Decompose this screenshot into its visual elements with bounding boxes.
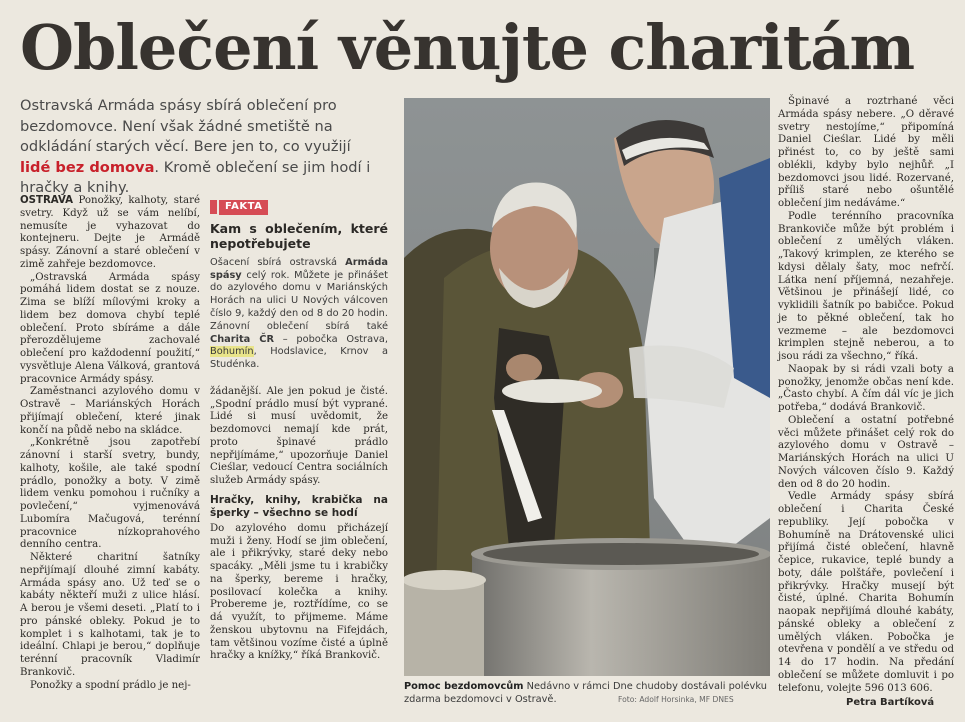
fakta-marker	[210, 200, 217, 214]
headline: Oblečení věnujte charitám	[20, 11, 915, 84]
photo-credit: Foto: Adolf Horsinka, MF DNES	[618, 695, 734, 704]
author-byline: Petra Bartíková	[846, 697, 935, 708]
paragraph: „Konkrétně jsou zapotřebí zánovní i starší svetry, bundy, kalhoty, košile, ale také spodní prádlo, ponožky a boty. V zimě lidem venku pomohou i ručníky a povlečení,“ vyjmenovává Lubomíra Mačugová, terénní pracovnice nízkoprahového denního centra.	[20, 437, 200, 551]
lead-highlight: lidé bez domova	[20, 158, 155, 176]
fakta-text: Ošacení sbírá ostravská Armáda spásy celý rok. Můžete je přinášet do azylového domu v Mariánských Horách na ulici U Nových válcoven číslo 9, každý den od 8 do 20 hodin. Zánovní oblečení sbírá také Charita ČR – pobočka Ostrava, Bohumín, Hodslavice, Krnov a Studénka.	[210, 256, 388, 371]
subheading: Hračky, knihy, krabička na šperky – všechno se hodí	[210, 493, 388, 519]
paragraph: Ponožky a spodní prádlo je nej-	[30, 679, 191, 691]
dateline: OSTRAVA	[20, 195, 74, 206]
paragraph: Špinavé a roztrhané věci Armáda spásy nebere. „O děravé svetry nestojíme,“ připomíná Daniel Cieślar. Lidé by měli přinést to, co by ještě sami oblékli, kdyby bylo nejhůř. „I bezdomovci jsou lidé. Rozervané, příliš staré nebo ošuntělé oblečení jim nedáváme.“	[778, 96, 954, 209]
paragraph: Některé charitní šatníky nepřijímají dlouhé zimní kabáty. Armáda spásy ano. Už teď se o kabáty někteří muži z ulice hlásí. A berou je všemi deseti. „Platí to i pro pánské obleky. Pokud je to komplet i s kalhotami, tak je to ideální. Chlapi je berou,“ doplňuje terénní pracovník Vladimír Brankovič.	[20, 552, 200, 678]
article-photo	[404, 98, 770, 676]
paragraph: Oblečení a ostatní potřebné věci můžete přinášet celý rok do azylového domu v Ostravě – Mariánských Horách na ulici U Nových válcoven číslo 9. Každý den od 8 do 20 hodin.	[778, 414, 954, 490]
paragraph: Vedle Armády spásy sbírá oblečení i Charita České republiky. Její pobočka v Bohumíně na Drátovenské ulici přijímá čisté oblečení, hlavně čepice, rukavice, teplé bundy a boty, dále polštáře, povlečení i přikrývky. Hračky musejí být čisté, úplné. Charita Bohumín naopak nepřijímá dlouhé kabáty, pánské obleky a oblečení z umělých vláken. Pobočka je otevřena v pondělí a ve středu od 14 do 17 hodin. Na předání oblečení se můžete domluvit i po telefonu, volejte 596 013 606.	[778, 491, 954, 694]
article-column-3	[778, 96, 954, 695]
fakta-box	[210, 200, 388, 372]
article-column-1: OSTRAVA Ponožky, kalhoty, staré svetry. Když už se vám nelíbí, nemusíte je vyhazovat do kontejneru. Dejte je Armádě spásy. Zánovní a staré oblečení v zimě zahřeje bezdomovce. „Ostravská Armáda spásy pomáhá lidem dostat se z nouze. Zima se blíží mílovými kroky a lidem bez domova chybí teplé oblečení. Proto sbíráme a dále přerozdělujeme zachovalé oblečení pro každodenní použití,“ vysvětluje Alena Válková, grantová pracovnice Armády spásy. Zaměstnanci azylového domu v Ostravě – Mariánských Horách přijímají oblečení, které jinak končí na půdě nebo na skládce. „Konkrétně jsou zapotřebí zánovní i starší svetry, bundy, kalhoty, košile, ale také spodní prádlo, ponožky a boty. V zimě lidem venku pomohou i ručníky a povlečení,“ vyjmenovává Lubomíra Mačugová, terénní pracovnice nízkoprahového denního centra. Některé charitní šatníky nepřijímají dlouhé zimní kabáty. Armáda spásy ano. Už teď se o kabáty někteří muži z ulice hlásí. A berou je všemi deseti. „Platí to i pro pánské obleky. Pokud je to komplet i s kalhotami, tak je to ideální. Chlapi je berou,“ doplňuje terénní pracovník Vladimír Brankovič. Ponožky a spodní prádlo je nej-	[20, 195, 200, 691]
fakta-title: Kam s oblečením, které nepotřebujete	[210, 220, 388, 251]
paragraph: žádanější. Ale jen pokud je čisté. „Spodní prádlo musí být vyprané. Lidé si musí uvědomit, že bezdomovci nemají kde prát, proto špinavé prádlo nepřijímáme,“ upozorňuje Daniel Cieślar, vedoucí Centra sociálních služeb Armády spásy.	[210, 385, 388, 487]
paragraph: Naopak by si rádi vzali boty a ponožky, jenomže občas není kde. „Často chybí. A čím dál víc je jich potřeba,“ dodává Brankovič.	[778, 363, 954, 413]
article-column-2	[210, 200, 388, 663]
photo-caption: Pomoc bezdomovcům Nedávno v rámci Dne chudoby dostávali polévku zdarma bezdomovci v Ostravě.	[404, 681, 767, 705]
paragraph: Podle terénního pracovníka Brankoviče může být problém i oblečení z umělých vláken. „Takový krimplen, ze kterého se kdysi dělaly šaty, moc nefrčí. Látka není příjemná, nezahřeje. Většinou je přinášejí lidé, co vyklidili šatník po babičce. Pokud je to pěkné oblečení, tak ho vezmeme – ale bezdomovci krimplen stejně neberou, a to jsou rádi za všechno,“ říká.	[778, 210, 954, 362]
paragraph: Zaměstnanci azylového domu v Ostravě – Mariánských Horách přijímají oblečení, které jinak končí na půdě nebo na skládce.	[20, 386, 200, 436]
fakta-tag: FAKTA	[219, 200, 268, 215]
paragraph: „Ostravská Armáda spásy pomáhá lidem dostat se z nouze. Zima se blíží mílovými kroky a lidem bez domova chybí teplé oblečení. Proto sbíráme a dále přerozdělujeme zachovalé oblečení pro každodenní použití,“ vysvětluje Alena Válková, grantová pracovnice Armády spásy.	[20, 271, 200, 385]
photo-illustration	[404, 98, 770, 676]
paragraph: Do azylového domu přicházejí muži i ženy. Hodí se jim oblečení, ale i přikrývky, staré deky nebo spacáky. „Měli jsme tu i krabičky na šperky, bereme i hračky, posilovací kolečka a knihy. Probereme je, roztřídíme, co se dá využít, to přijmeme. Máme ženskou ubytovnu na Fifejdách, tam většinou vozíme čisté a úplně hračky a knížky,“ říká Brankovič.	[210, 522, 388, 662]
lead-paragraph: Ostravská Armáda spásy sbírá oblečení pro bezdomovce. Není však žádné smetiště na odkládání starých věcí. Bere jen to, co využijí lidé bez domova. Kromě oblečení se jim hodí i hračky a knihy.	[20, 97, 371, 196]
